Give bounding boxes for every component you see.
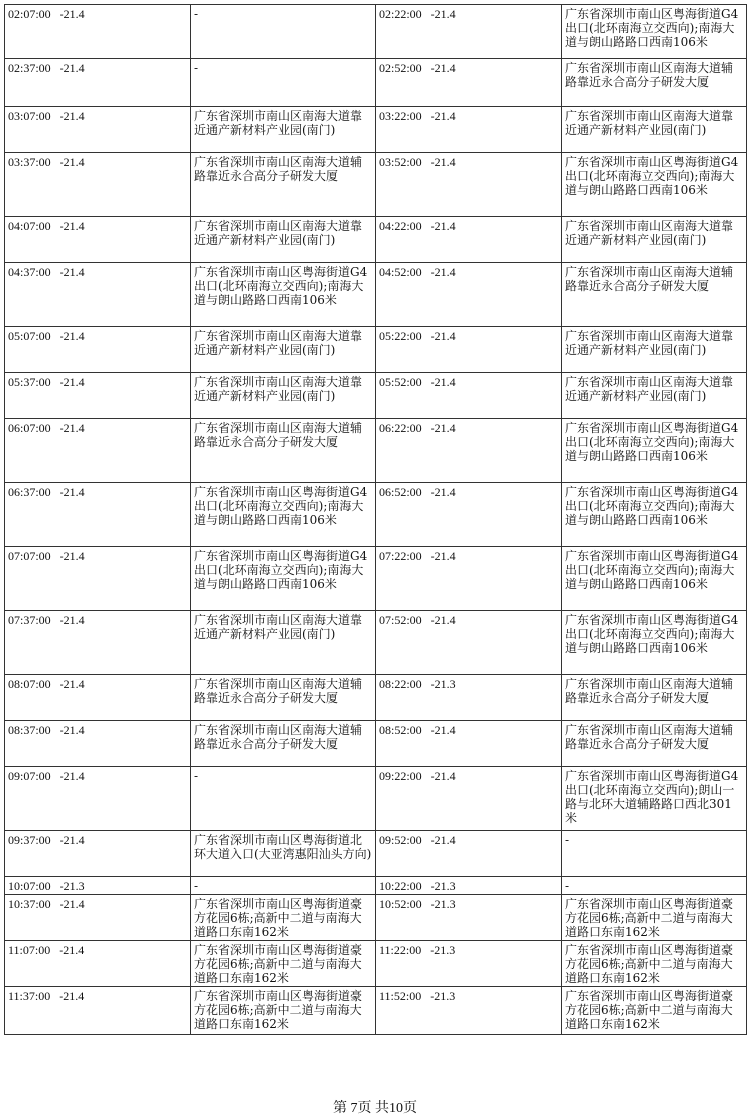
location-cell: 广东省深圳市南山区南海大道靠近通产新材料产业园(南门) [191, 327, 376, 373]
reading-value: -21.4 [430, 723, 456, 737]
timestamp: 07:52:00 [379, 613, 422, 627]
timestamp: 07:22:00 [379, 549, 422, 563]
time-cell [5, 987, 191, 1035]
time-cell [376, 877, 562, 895]
reading-value: -21.4 [59, 329, 85, 343]
location-cell: 广东省深圳市南山区南海大道靠近通产新材料产业园(南门) [562, 327, 747, 373]
location-cell: 广东省深圳市南山区南海大道辅路靠近永合高分子研发大厦 [191, 153, 376, 217]
timestamp: 04:37:00 [8, 265, 51, 279]
location-cell: 广东省深圳市南山区粤海街道G4出口(北环南海立交西向);南海大道与朗山路路口西南106米 [191, 483, 376, 547]
table-row [5, 327, 747, 373]
timestamp: 03:37:00 [8, 155, 51, 169]
time-cell [5, 5, 191, 59]
timestamp: 03:07:00 [8, 109, 51, 123]
reading-value: -21.4 [59, 109, 85, 123]
location-cell: - [191, 767, 376, 831]
reading-value: -21.3 [430, 897, 456, 911]
reading-value: -21.4 [59, 833, 85, 847]
timestamp: 02:07:00 [8, 7, 51, 21]
location-log-table [4, 4, 747, 1035]
timestamp: 06:52:00 [379, 485, 422, 499]
table-row [5, 987, 747, 1035]
time-cell [376, 767, 562, 831]
timestamp: 10:07:00 [8, 879, 51, 893]
table-row [5, 831, 747, 877]
location-cell: 广东省深圳市南山区粤海街道北环大道入口(大亚湾惠阳汕头方向) [191, 831, 376, 877]
location-cell: 广东省深圳市南山区粤海街道豪方花园6栋;高新中二道与南海大道路口东南162米 [191, 987, 376, 1035]
time-cell [5, 373, 191, 419]
reading-value: -21.4 [430, 155, 456, 169]
location-log-body [5, 5, 747, 1035]
time-cell [376, 547, 562, 611]
location-cell: 广东省深圳市南山区南海大道辅路靠近永合高分子研发大厦 [562, 59, 747, 107]
timestamp: 02:22:00 [379, 7, 422, 21]
time-cell [376, 721, 562, 767]
location-cell: - [191, 5, 376, 59]
time-cell [376, 831, 562, 877]
reading-value: -21.4 [59, 375, 85, 389]
timestamp: 06:07:00 [8, 421, 51, 435]
timestamp: 06:22:00 [379, 421, 422, 435]
location-cell: 广东省深圳市南山区粤海街道G4出口(北环南海立交西向);南海大道与朗山路路口西南106米 [562, 419, 747, 483]
time-cell [376, 419, 562, 483]
location-cell: 广东省深圳市南山区粤海街道豪方花园6栋;高新中二道与南海大道路口东南162米 [191, 941, 376, 987]
reading-value: -21.4 [59, 549, 85, 563]
table-row [5, 877, 747, 895]
timestamp: 03:52:00 [379, 155, 422, 169]
location-cell: 广东省深圳市南山区粤海街道G4出口(北环南海立交西向);南海大道与朗山路路口西南106米 [191, 263, 376, 327]
table-row [5, 767, 747, 831]
timestamp: 11:07:00 [8, 943, 51, 957]
location-cell: 广东省深圳市南山区南海大道辅路靠近永合高分子研发大厦 [191, 721, 376, 767]
table-row [5, 483, 747, 547]
location-cell: 广东省深圳市南山区粤海街道豪方花园6栋;高新中二道与南海大道路口东南162米 [191, 895, 376, 941]
time-cell [5, 217, 191, 263]
table-row [5, 941, 747, 987]
location-cell: 广东省深圳市南山区南海大道辅路靠近永合高分子研发大厦 [562, 675, 747, 721]
reading-value: -21.3 [430, 879, 456, 893]
time-cell [5, 721, 191, 767]
location-cell: - [191, 59, 376, 107]
timestamp: 11:37:00 [8, 989, 51, 1003]
timestamp: 04:52:00 [379, 265, 422, 279]
reading-value: -21.4 [59, 989, 85, 1003]
time-cell [5, 831, 191, 877]
reading-value: -21.4 [59, 943, 85, 957]
timestamp: 02:37:00 [8, 61, 51, 75]
reading-value: -21.4 [430, 769, 456, 783]
timestamp: 09:22:00 [379, 769, 422, 783]
location-cell: - [562, 831, 747, 877]
time-cell [5, 419, 191, 483]
table-row [5, 217, 747, 263]
reading-value: -21.4 [59, 769, 85, 783]
time-cell [376, 675, 562, 721]
time-cell [5, 153, 191, 217]
location-cell: 广东省深圳市南山区南海大道靠近通产新材料产业园(南门) [562, 217, 747, 263]
time-cell [376, 483, 562, 547]
time-cell [376, 941, 562, 987]
timestamp: 07:37:00 [8, 613, 51, 627]
timestamp: 05:22:00 [379, 329, 422, 343]
reading-value: -21.4 [430, 61, 456, 75]
table-row [5, 895, 747, 941]
time-cell [376, 611, 562, 675]
location-cell: - [191, 877, 376, 895]
reading-value: -21.4 [430, 613, 456, 627]
timestamp: 08:22:00 [379, 677, 422, 691]
timestamp: 05:52:00 [379, 375, 422, 389]
location-cell: 广东省深圳市南山区南海大道靠近通产新材料产业园(南门) [191, 611, 376, 675]
location-cell: 广东省深圳市南山区南海大道靠近通产新材料产业园(南门) [562, 107, 747, 153]
reading-value: -21.4 [59, 613, 85, 627]
reading-value: -21.4 [59, 219, 85, 233]
timestamp: 02:52:00 [379, 61, 422, 75]
time-cell [5, 107, 191, 153]
table-row [5, 373, 747, 419]
time-cell [5, 877, 191, 895]
table-row [5, 59, 747, 107]
timestamp: 08:52:00 [379, 723, 422, 737]
table-row [5, 611, 747, 675]
location-cell: 广东省深圳市南山区南海大道靠近通产新材料产业园(南门) [562, 373, 747, 419]
location-cell: 广东省深圳市南山区粤海街道G4出口(北环南海立交西向);南海大道与朗山路路口西南106米 [562, 547, 747, 611]
timestamp: 04:07:00 [8, 219, 51, 233]
location-cell: 广东省深圳市南山区粤海街道G4出口(北环南海立交西向);南海大道与朗山路路口西南106米 [562, 483, 747, 547]
reading-value: -21.4 [59, 265, 85, 279]
reading-value: -21.4 [59, 677, 85, 691]
time-cell [5, 59, 191, 107]
reading-value: -21.4 [430, 329, 456, 343]
timestamp: 07:07:00 [8, 549, 51, 563]
location-cell: 广东省深圳市南山区粤海街道G4出口(北环南海立交西向);南海大道与朗山路路口西南106米 [191, 547, 376, 611]
time-cell [5, 675, 191, 721]
table-row [5, 721, 747, 767]
timestamp: 04:22:00 [379, 219, 422, 233]
reading-value: -21.3 [430, 677, 456, 691]
timestamp: 05:37:00 [8, 375, 51, 389]
location-cell: 广东省深圳市南山区粤海街道G4出口(北环南海立交西向);朗山一路与北环大道辅路路口西北301米 [562, 767, 747, 831]
page-footer: 第 7页 共10页 [333, 1101, 417, 1116]
time-cell [5, 941, 191, 987]
time-cell [376, 987, 562, 1035]
table-row [5, 263, 747, 327]
timestamp: 10:52:00 [379, 897, 422, 911]
table-row [5, 547, 747, 611]
timestamp: 10:37:00 [8, 897, 51, 911]
timestamp: 09:07:00 [8, 769, 51, 783]
table-row [5, 153, 747, 217]
location-cell: 广东省深圳市南山区粤海街道豪方花园6栋;高新中二道与南海大道路口东南162米 [562, 941, 747, 987]
reading-value: -21.4 [59, 421, 85, 435]
time-cell [376, 59, 562, 107]
location-cell: 广东省深圳市南山区南海大道靠近通产新材料产业园(南门) [191, 107, 376, 153]
timestamp: 09:37:00 [8, 833, 51, 847]
timestamp: 10:22:00 [379, 879, 422, 893]
reading-value: -21.3 [59, 879, 85, 893]
location-cell: 广东省深圳市南山区粤海街道G4出口(北环南海立交西向);南海大道与朗山路路口西南106米 [562, 5, 747, 59]
timestamp: 05:07:00 [8, 329, 51, 343]
time-cell [5, 895, 191, 941]
location-cell: 广东省深圳市南山区粤海街道G4出口(北环南海立交西向);南海大道与朗山路路口西南106米 [562, 153, 747, 217]
reading-value: -21.4 [59, 155, 85, 169]
time-cell [5, 611, 191, 675]
timestamp: 08:07:00 [8, 677, 51, 691]
time-cell [5, 547, 191, 611]
reading-value: -21.4 [430, 833, 456, 847]
location-cell: 广东省深圳市南山区南海大道辅路靠近永合高分子研发大厦 [562, 263, 747, 327]
location-cell: 广东省深圳市南山区粤海街道豪方花园6栋;高新中二道与南海大道路口东南162米 [562, 895, 747, 941]
reading-value: -21.4 [59, 897, 85, 911]
reading-value: -21.4 [430, 421, 456, 435]
time-cell [376, 107, 562, 153]
timestamp: 03:22:00 [379, 109, 422, 123]
time-cell [5, 327, 191, 373]
location-cell: 广东省深圳市南山区粤海街道豪方花园6栋;高新中二道与南海大道路口东南162米 [562, 987, 747, 1035]
reading-value: -21.4 [430, 7, 456, 21]
timestamp: 06:37:00 [8, 485, 51, 499]
reading-value: -21.4 [59, 485, 85, 499]
timestamp: 08:37:00 [8, 723, 51, 737]
location-cell: - [562, 877, 747, 895]
location-cell: 广东省深圳市南山区粤海街道G4出口(北环南海立交西向);南海大道与朗山路路口西南106米 [562, 611, 747, 675]
location-cell: 广东省深圳市南山区南海大道辅路靠近永合高分子研发大厦 [562, 721, 747, 767]
time-cell [376, 5, 562, 59]
time-cell [5, 263, 191, 327]
time-cell [5, 767, 191, 831]
reading-value: -21.4 [430, 375, 456, 389]
reading-value: -21.3 [430, 943, 456, 957]
time-cell [376, 217, 562, 263]
time-cell [376, 895, 562, 941]
location-cell: 广东省深圳市南山区南海大道辅路靠近永合高分子研发大厦 [191, 675, 376, 721]
location-cell: 广东省深圳市南山区南海大道靠近通产新材料产业园(南门) [191, 373, 376, 419]
time-cell [376, 327, 562, 373]
timestamp: 11:22:00 [379, 943, 422, 957]
location-cell: 广东省深圳市南山区南海大道辅路靠近永合高分子研发大厦 [191, 419, 376, 483]
reading-value: -21.4 [430, 109, 456, 123]
reading-value: -21.3 [430, 989, 456, 1003]
reading-value: -21.4 [59, 723, 85, 737]
reading-value: -21.4 [430, 485, 456, 499]
reading-value: -21.4 [430, 219, 456, 233]
timestamp: 11:52:00 [379, 989, 422, 1003]
reading-value: -21.4 [430, 265, 456, 279]
table-row [5, 419, 747, 483]
time-cell [5, 483, 191, 547]
reading-value: -21.4 [59, 61, 85, 75]
location-cell: 广东省深圳市南山区南海大道靠近通产新材料产业园(南门) [191, 217, 376, 263]
time-cell [376, 373, 562, 419]
time-cell [376, 153, 562, 217]
time-cell [376, 263, 562, 327]
reading-value: -21.4 [430, 549, 456, 563]
table-row [5, 107, 747, 153]
table-row [5, 675, 747, 721]
timestamp: 09:52:00 [379, 833, 422, 847]
table-row [5, 5, 747, 59]
reading-value: -21.4 [59, 7, 85, 21]
